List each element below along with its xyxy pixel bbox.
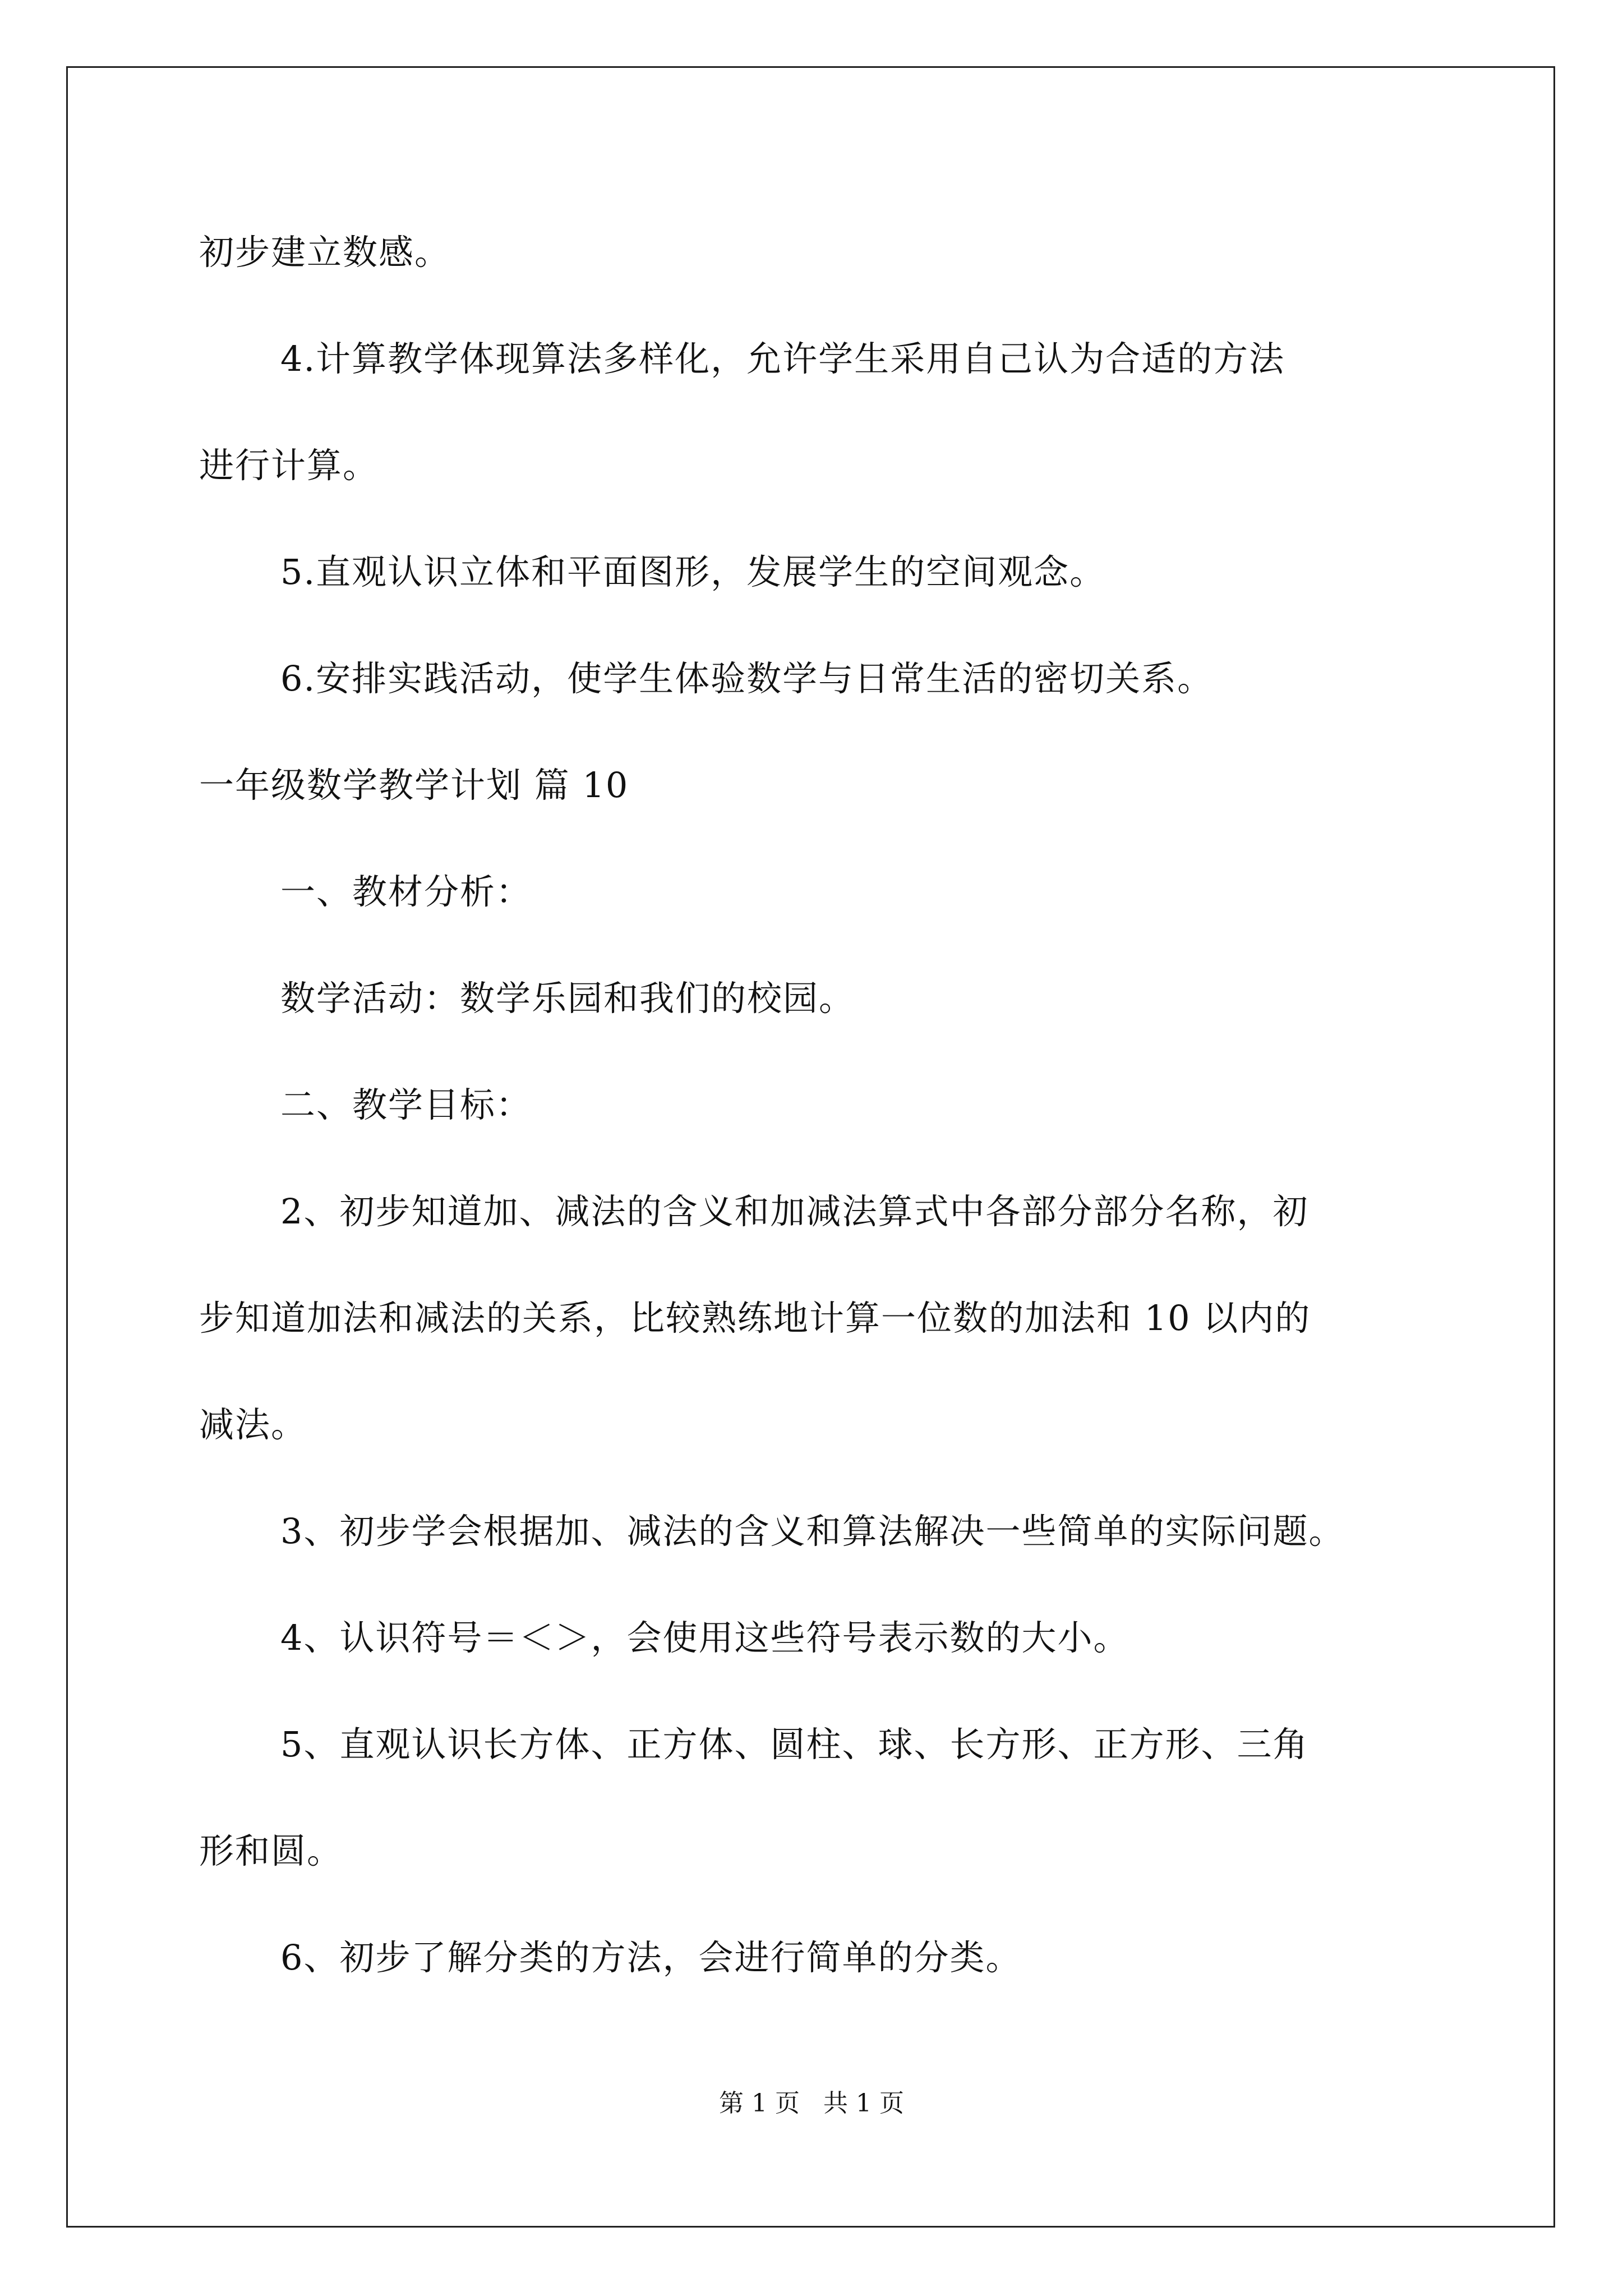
text-line: 减法。 — [199, 1404, 307, 1445]
text-line: 6.安排实践活动，使学生体验数学与日常生活的密切关系。 — [280, 658, 1214, 699]
text-line: 进行计算。 — [199, 445, 379, 486]
text-line: 步知道加法和减法的关系，比较熟练地计算一位数的加法和 10 以内的 — [199, 1297, 1311, 1338]
text-line: 二、教学目标： — [280, 1084, 532, 1125]
text-line: 5、直观认识长方体、正方体、圆柱、球、长方形、正方形、三角 — [280, 1724, 1309, 1765]
text-line: 初步建立数感。 — [199, 232, 451, 273]
text-line: 2、初步知道加、减法的含义和加减法算式中各部分部分名称，初 — [280, 1191, 1309, 1232]
text-line: 4、认识符号＝＜＞，会使用这些符号表示数的大小。 — [280, 1617, 1129, 1658]
section-heading: 一年级数学教学计划 篇 10 — [199, 765, 629, 806]
text-line: 3、初步学会根据加、减法的含义和算法解决一些简单的实际问题。 — [280, 1511, 1345, 1552]
text-line: 数学活动：数学乐园和我们的校园。 — [280, 978, 855, 1019]
text-line: 4.计算教学体现算法多样化，允许学生采用自己认为合适的方法 — [280, 338, 1285, 379]
text-line: 6、初步了解分类的方法，会进行简单的分类。 — [280, 1937, 1022, 1978]
page-footer: 第 1 页 共 1 页 — [719, 2089, 904, 2118]
text-line: 形和圆。 — [199, 1830, 343, 1871]
page-border — [66, 66, 1555, 2228]
text-line: 5.直观认识立体和平面图形，发展学生的空间观念。 — [280, 551, 1106, 592]
text-line: 一、教材分析： — [280, 871, 532, 912]
